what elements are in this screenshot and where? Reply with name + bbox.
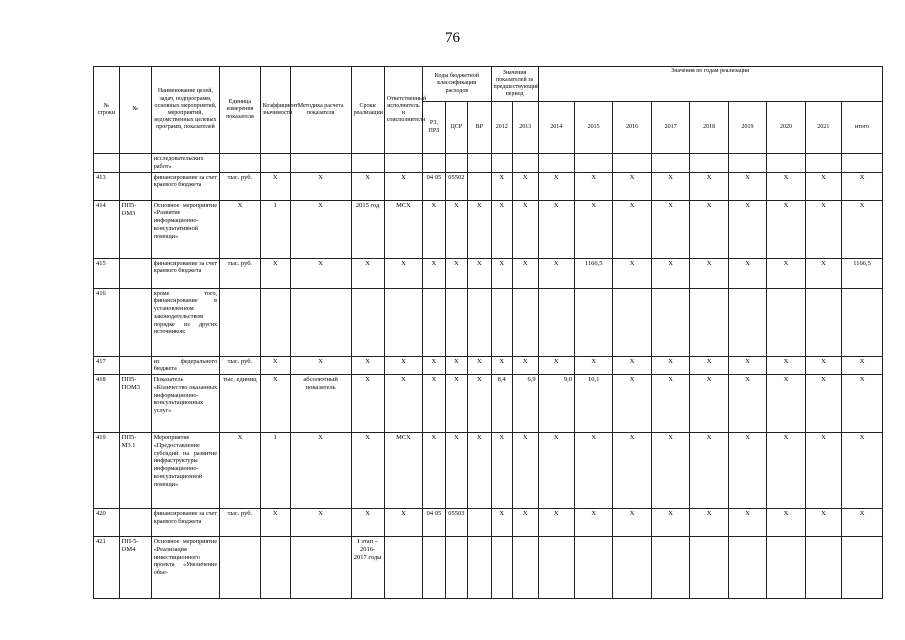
row-2019: X	[728, 509, 766, 537]
row-2014: X	[538, 509, 574, 537]
row-coef: I	[260, 433, 290, 509]
row-2021: X	[805, 172, 841, 200]
row-method: X	[290, 356, 351, 375]
row-2021: X	[805, 375, 841, 433]
row-2018: X	[690, 258, 728, 288]
row-total: X	[842, 375, 883, 433]
header-vr: ВР	[468, 102, 492, 154]
row-total: X	[842, 356, 883, 375]
row-2020: X	[767, 356, 805, 375]
row-2013: 6,9	[512, 375, 538, 433]
row-2020: X	[767, 433, 805, 509]
table-row	[94, 433, 883, 509]
row-2021: X	[805, 356, 841, 375]
row-terms: X	[351, 433, 384, 509]
row-name: финансирование за счет краевого бюджета	[151, 509, 219, 537]
row-csr: X	[445, 375, 467, 433]
row-resp: X	[384, 258, 422, 288]
row-2013: X	[512, 258, 538, 288]
header-rz: РЗ, ПРЗ	[423, 102, 445, 154]
row-name: финансирование за счет краевого бюджета	[151, 172, 219, 200]
row-vr	[468, 172, 492, 200]
row-no: 416	[94, 288, 120, 356]
header-2012: 2012	[491, 102, 512, 154]
row-unit: тыс. руб.	[220, 172, 261, 200]
row-resp: X	[384, 356, 422, 375]
row-resp: МСХ	[384, 433, 422, 509]
row-name: из федерального бюджета	[151, 356, 219, 375]
header-year-values: Значения по годам реализации	[538, 67, 882, 102]
table-row	[94, 509, 883, 537]
header-total: итого	[842, 102, 883, 154]
header-2021: 2021	[805, 102, 841, 154]
row-2017: X	[651, 172, 689, 200]
row-2017: X	[651, 509, 689, 537]
row-2018: X	[690, 433, 728, 509]
table-row	[94, 288, 883, 356]
row-2014: X	[538, 433, 574, 509]
table-row	[94, 375, 883, 433]
row-2015: 1166,5	[574, 258, 612, 288]
row-2012: X	[491, 258, 512, 288]
row-no: 419	[94, 433, 120, 509]
header-csr: ЦСР	[445, 102, 467, 154]
row-2017: X	[651, 200, 689, 258]
header-2020: 2020	[767, 102, 805, 154]
row-resp: X	[384, 172, 422, 200]
row-2020: X	[767, 375, 805, 433]
row-2019: X	[728, 172, 766, 200]
row-terms: X	[351, 356, 384, 375]
row-resp: X	[384, 375, 422, 433]
row-csr: X	[445, 356, 467, 375]
row-2015: X	[574, 356, 612, 375]
row-method: абсолютный показатель	[290, 375, 351, 433]
row-vr: X	[468, 356, 492, 375]
row-2018: X	[690, 356, 728, 375]
row-no: 421	[94, 537, 120, 599]
row-2015: X	[574, 509, 612, 537]
row-2016: X	[613, 172, 651, 200]
row-terms: 2015 год	[351, 200, 384, 258]
header-2013: 2013	[512, 102, 538, 154]
row-total: X	[842, 172, 883, 200]
table-row	[94, 200, 883, 258]
row-no: 413	[94, 172, 120, 200]
table-row	[94, 172, 883, 200]
header-unit: Единица измерения показателя	[220, 67, 261, 154]
row-2020: X	[767, 258, 805, 288]
header-prev-values: Значения показателей за предшествующий период	[491, 67, 538, 102]
header-resp: Ответственный исполнитель и соисполнители	[384, 67, 422, 154]
header-terms: Сроки реализации	[351, 67, 384, 154]
row-2012: X	[491, 356, 512, 375]
row-coef: X	[260, 375, 290, 433]
header-name: Наименование целей, задач, подпрограмм, основных мероприятий, мероприятий, ведомственных целевых программ, показателей	[151, 67, 219, 154]
row-2014: X	[538, 356, 574, 375]
row-2013: X	[512, 172, 538, 200]
row-total: X	[842, 509, 883, 537]
row-csr: X	[445, 200, 467, 258]
row-name: кроме того, финансирование в установленном законодательством порядке из других источников:	[151, 288, 219, 356]
row-resp: МСХ	[384, 200, 422, 258]
row-2012: X	[491, 509, 512, 537]
row-terms: X	[351, 258, 384, 288]
row-method: X	[290, 200, 351, 258]
row-2019: X	[728, 200, 766, 258]
row-no: 417	[94, 356, 120, 375]
row-terms: X	[351, 172, 384, 200]
row-no: 414	[94, 200, 120, 258]
row-2016: X	[613, 375, 651, 433]
row-rz: X	[423, 433, 445, 509]
row-unit: тыс. руб.	[220, 258, 261, 288]
row-csr: X	[445, 258, 467, 288]
row-2018: X	[690, 200, 728, 258]
row-csr: 05502	[445, 172, 467, 200]
row-2019: X	[728, 258, 766, 288]
row-total: X	[842, 433, 883, 509]
row-csr: X	[445, 433, 467, 509]
row-2014: 9,0	[538, 375, 574, 433]
row-unit: тыс. единиц	[220, 375, 261, 433]
row-unit: тыс. руб.	[220, 509, 261, 537]
row-2012: 8,4	[491, 375, 512, 433]
row-2021: X	[805, 258, 841, 288]
row-vr: X	[468, 375, 492, 433]
program-table	[93, 66, 883, 599]
row-2016: X	[613, 433, 651, 509]
row-2012: X	[491, 172, 512, 200]
row-2017: X	[651, 433, 689, 509]
row-resp: X	[384, 509, 422, 537]
row-2019: X	[728, 375, 766, 433]
row-method: X	[290, 172, 351, 200]
row-2015: 10,1	[574, 375, 612, 433]
row-2013: X	[512, 433, 538, 509]
row-no: 418	[94, 375, 120, 433]
table-row	[94, 154, 883, 173]
row-2014: X	[538, 172, 574, 200]
row-terms: X	[351, 375, 384, 433]
row-code: ПП5-ПОМ3	[119, 375, 151, 433]
row-rz: 04 05	[423, 172, 445, 200]
row-2019: X	[728, 356, 766, 375]
row-vr: X	[468, 433, 492, 509]
row-2014: X	[538, 200, 574, 258]
row-method: X	[290, 509, 351, 537]
table-row	[94, 537, 883, 599]
page-number: 76	[445, 30, 460, 46]
table-row	[94, 356, 883, 375]
row-unit: тыс. руб.	[220, 356, 261, 375]
row-coef: X	[260, 258, 290, 288]
row-2013: X	[512, 509, 538, 537]
header-2016: 2016	[613, 102, 651, 154]
row-code: ПП-5-ОМ4	[119, 537, 151, 599]
row-total: X	[842, 200, 883, 258]
row-2017: X	[651, 356, 689, 375]
row-code: ПП5-ОМ3	[119, 200, 151, 258]
row-code: ПП5-М3.1	[119, 433, 151, 509]
header-code: №	[119, 67, 151, 154]
row-no: 415	[94, 258, 120, 288]
row-2013: X	[512, 200, 538, 258]
header-row-no: № строки	[94, 67, 120, 154]
row-2021: X	[805, 200, 841, 258]
row-2020: X	[767, 509, 805, 537]
row-name: Мероприятие «Предоставление субсидий на развитие инфраструктуры информационно-консультационной помощи»	[151, 433, 219, 509]
row-unit: X	[220, 433, 261, 509]
header-coef: Коэффициент значимости	[260, 67, 290, 154]
row-2019: X	[728, 433, 766, 509]
header-budget-codes: Коды бюджетной классификации расходов	[423, 67, 491, 102]
row-rz: X	[423, 356, 445, 375]
row-2018: X	[690, 375, 728, 433]
row-2013: X	[512, 356, 538, 375]
row-2018: X	[690, 172, 728, 200]
row-name: Показатель «Количество оказанных информационно-консультационных услуг»	[151, 375, 219, 433]
row-rz: X	[423, 258, 445, 288]
row-no: 420	[94, 509, 120, 537]
row-terms: I этап – 2016-2017 годы	[351, 537, 384, 599]
row-coef: X	[260, 172, 290, 200]
row-2021: X	[805, 433, 841, 509]
row-coef: I	[260, 200, 290, 258]
row-rz: X	[423, 200, 445, 258]
header-2018: 2018	[690, 102, 728, 154]
header-method: Методика расчета показателя	[290, 67, 351, 154]
row-2012: X	[491, 433, 512, 509]
row-name: финансирование за счет краевого бюджета	[151, 258, 219, 288]
row-2016: X	[613, 509, 651, 537]
row-coef: X	[260, 356, 290, 375]
row-rz: 04 05	[423, 509, 445, 537]
row-method: X	[290, 258, 351, 288]
header-2017: 2017	[651, 102, 689, 154]
row-method: X	[290, 433, 351, 509]
table-row	[94, 258, 883, 288]
row-2020: X	[767, 172, 805, 200]
row-rz: X	[423, 375, 445, 433]
row-2017: X	[651, 375, 689, 433]
row-name: Основное мероприятие «Реализация инвестиционного проекта «Увеличение объе-	[151, 537, 219, 599]
header-2019: 2019	[728, 102, 766, 154]
row-2016: X	[613, 258, 651, 288]
row-2016: X	[613, 200, 651, 258]
header-2015: 2015	[574, 102, 612, 154]
row-2020: X	[767, 200, 805, 258]
header-2014: 2014	[538, 102, 574, 154]
row-vr: X	[468, 258, 492, 288]
row-2015: X	[574, 200, 612, 258]
row-vr: X	[468, 200, 492, 258]
row-2015: X	[574, 172, 612, 200]
row-name: исследовательских работ»	[151, 154, 219, 173]
row-unit: X	[220, 200, 261, 258]
row-coef: X	[260, 509, 290, 537]
row-vr	[468, 509, 492, 537]
row-2021: X	[805, 509, 841, 537]
row-2018: X	[690, 509, 728, 537]
row-csr: 05503	[445, 509, 467, 537]
row-2012: X	[491, 200, 512, 258]
row-total: 1166,5	[842, 258, 883, 288]
row-2015: X	[574, 433, 612, 509]
row-2014: X	[538, 258, 574, 288]
row-terms: X	[351, 509, 384, 537]
row-2016: X	[613, 356, 651, 375]
row-2017: X	[651, 258, 689, 288]
row-name: Основное мероприятие «Развитие информационно-консультативной помощи»	[151, 200, 219, 258]
